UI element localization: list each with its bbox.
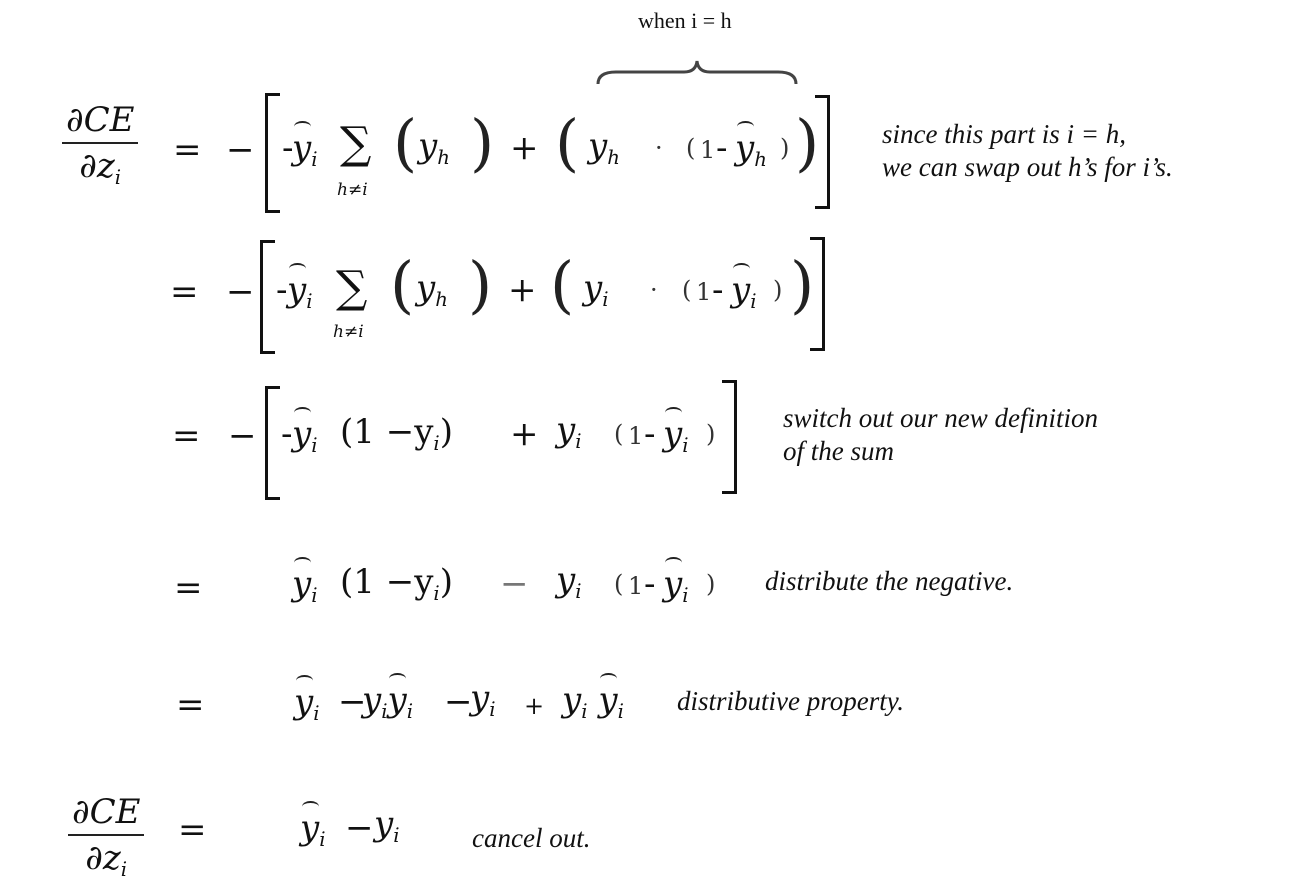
open-paren: ( (390, 248, 415, 321)
close-paren: ) (468, 248, 493, 321)
yhat-i-term: $y_i$ (663, 414, 689, 457)
y-h-term: $y_h$ (416, 268, 448, 311)
yhat-i-term: $y_i$ (731, 270, 757, 313)
fraction-bar (68, 834, 144, 836)
note-line: of the sum (783, 436, 894, 466)
lead-minus: - (276, 270, 288, 310)
equals-sign: = (173, 130, 202, 170)
open-paren: ( (555, 106, 580, 179)
minus-sign: − (338, 682, 367, 722)
lead-minus: - (281, 414, 293, 454)
left-bracket (260, 240, 275, 354)
fraction-bar (62, 142, 138, 144)
sum-subscript: h≠i (337, 180, 368, 200)
one-value: 1 (700, 136, 716, 164)
note-line: since this part is i = h, (882, 119, 1126, 149)
one-value: 1 (628, 422, 644, 450)
lhs-numerator: ∂CE (66, 100, 135, 140)
one-minus-y-term: $(1 -y_i)$ (340, 412, 453, 455)
note-distribute-negative: distribute the negative. (765, 566, 1014, 596)
yhat-term: $y_i$ (292, 564, 318, 607)
plus-sign: + (508, 270, 537, 310)
note-line: switch out our new definition (783, 403, 1098, 433)
y-i-term: $y_i$ (556, 560, 582, 603)
lhs-fraction (62, 100, 138, 189)
open-paren-small: ( (682, 276, 692, 304)
yhat-term: $y_i$ (300, 808, 326, 851)
close-paren: ) (795, 106, 820, 179)
negative-sign: − (226, 130, 255, 170)
summation-sign: ∑ (336, 262, 368, 313)
open-paren-small: ( (614, 570, 624, 598)
minus-sign: − (444, 682, 473, 722)
note-swap (882, 118, 1173, 184)
lead-minus: - (282, 128, 294, 168)
minus-sign: - (716, 128, 728, 168)
yhat-term: $y_i$ (292, 414, 318, 457)
open-paren: ( (550, 248, 575, 321)
y-i-term: $y_i$ (374, 804, 400, 847)
equals-sign: = (176, 685, 205, 725)
close-paren: ) (790, 248, 815, 321)
y-h-term: $y_h$ (588, 126, 620, 169)
right-bracket (810, 237, 825, 351)
dot-operator: · (655, 134, 663, 162)
yhat-term: $y_i$ (294, 682, 320, 725)
y-h-term: $y_h$ (418, 126, 450, 169)
yhat-i-term: $y_i$ (663, 564, 689, 607)
note-line: we can swap out h’s for i’s. (882, 152, 1173, 182)
left-bracket (265, 386, 280, 500)
close-paren-small: ) (706, 570, 716, 598)
equals-sign: = (170, 272, 199, 312)
minus-sign: − (500, 564, 529, 604)
y-yhat-product: $y_i$ $y_i$ (562, 680, 624, 723)
lhs-fraction (68, 792, 144, 881)
y-i-term: $y_i$ (470, 678, 496, 721)
lhs-numerator: ∂CE (72, 792, 141, 832)
brace-label: when i = h (638, 8, 732, 33)
note-distributive-property: distributive property. (677, 686, 904, 716)
left-bracket (265, 93, 280, 213)
sum-subscript: h≠i (333, 322, 364, 342)
one-value: 1 (628, 572, 644, 600)
close-paren-small: ) (780, 134, 790, 162)
y-yhat-product: $y_iy_i$ (362, 680, 414, 723)
yhat-term: $y_i$ (287, 270, 313, 313)
note-cancel-out: cancel out. (472, 823, 591, 853)
negative-sign: − (228, 416, 257, 456)
dot-operator: · (650, 276, 658, 304)
equals-sign: = (172, 416, 201, 456)
minus-sign: − (345, 808, 374, 848)
y-i-term: $y_i$ (583, 268, 609, 311)
close-paren: ) (470, 106, 495, 179)
one-minus-y-term: $(1 -y_i)$ (340, 562, 453, 605)
lhs-denominator: $\partial z_i$ (85, 838, 128, 881)
note-switch (783, 402, 1098, 468)
open-paren-small: ( (614, 420, 624, 448)
equals-sign: = (178, 810, 207, 850)
summation-sign: ∑ (340, 118, 372, 169)
open-paren-small: ( (686, 134, 696, 162)
close-paren-small: ) (773, 276, 783, 304)
minus-sign: - (712, 270, 724, 310)
plus-sign: + (510, 414, 539, 454)
minus-sign: - (644, 414, 656, 454)
open-paren: ( (393, 106, 418, 179)
minus-sign: - (644, 564, 656, 604)
right-bracket (722, 380, 737, 494)
lhs-denominator: $\partial z_i$ (79, 146, 122, 189)
plus-sign: + (510, 128, 539, 168)
yhat-term: $y_i$ (292, 128, 318, 171)
equals-sign: = (174, 568, 203, 608)
plus-sign: + (524, 692, 545, 720)
yhat-h-term: $y_h$ (735, 128, 767, 171)
y-i-term: $y_i$ (556, 410, 582, 453)
close-paren-small: ) (706, 420, 716, 448)
negative-sign: − (226, 272, 255, 312)
right-bracket (815, 95, 830, 209)
one-value: 1 (696, 278, 712, 306)
over-brace (596, 58, 798, 88)
